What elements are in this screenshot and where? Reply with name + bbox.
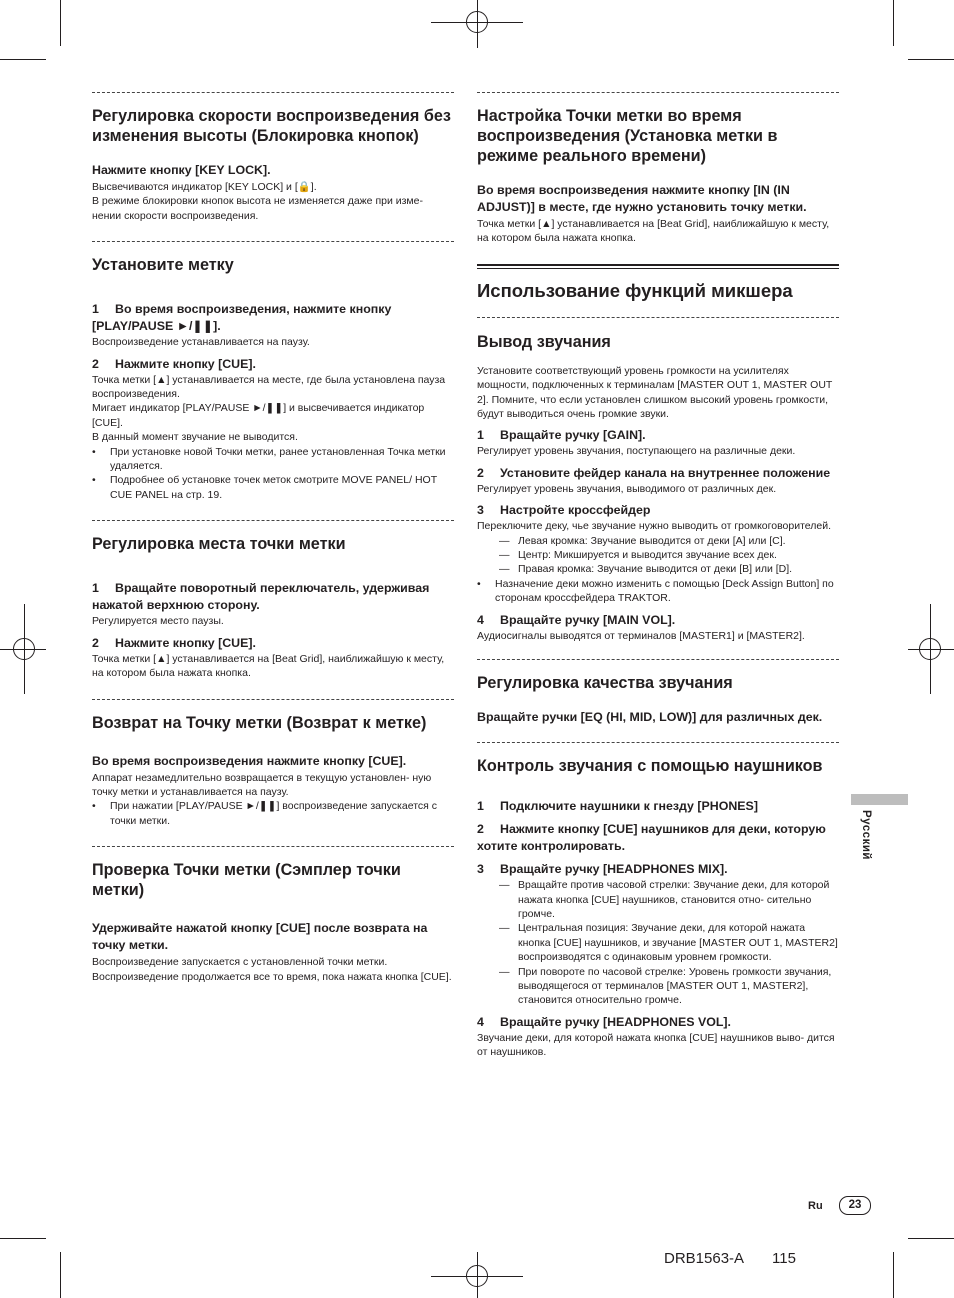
step-heading: 1 Вращайте поворотный переключатель, удерживая нажатой верхнюю сторону. — [92, 581, 430, 613]
dash-item: — Правая кромка: Звучание выводится от деки [B] или [D]. — [499, 563, 793, 576]
step-heading: 1 Вращайте ручку [GAIN]. — [477, 428, 646, 443]
body-text: Установите соответствующий уровень громкости на усилителях мощности, подключенных к терминалам [MASTER OUT 1, MASTER OUT 2]. Помните, что если установлен слишком высокий уровень громкости, будут выводиться очень громкие звуки. — [477, 364, 833, 421]
step-heading: 3 Настройте кроссфейдер — [477, 503, 651, 518]
chapter-rule — [477, 264, 839, 269]
crop-mark — [60, 0, 61, 46]
section-adjust-cue — [92, 534, 454, 680]
body-text: Регулирует уровень звучания, выводимого от различных дек. — [477, 482, 777, 495]
instruction-lead: Нажмите кнопку [KEY LOCK]. — [92, 163, 271, 177]
document-page: 115 — [772, 1250, 796, 1267]
step-heading: 2 Нажмите кнопку [CUE] наушников для деки, которую хотите контролировать. — [477, 822, 826, 854]
body-text: В режиме блокировки кнопок высота не изменяется даже при изме- нении скорости воспроизведения. — [92, 195, 423, 222]
instruction-lead: Вращайте ручки [EQ (HI, MID, LOW)] для различных дек. — [477, 710, 823, 725]
section-sound-quality — [477, 673, 839, 726]
crop-mark — [0, 1238, 46, 1239]
section-title: Контроль звучания с помощью наушников — [477, 757, 823, 776]
section-divider — [477, 92, 839, 93]
crop-mark — [893, 0, 894, 46]
section-key-lock — [92, 106, 454, 223]
language-tab-bar — [851, 794, 908, 805]
step-heading: 4 Вращайте ручку [MAIN VOL]. — [477, 612, 676, 627]
section-back-cue — [92, 713, 454, 829]
body-text: Регулирует уровень звучания, поступающего на различные деки. — [477, 445, 796, 458]
section-divider — [92, 92, 454, 93]
section-divider — [92, 846, 454, 847]
crop-mark — [0, 59, 46, 60]
right-column — [477, 92, 839, 1070]
crop-mark — [60, 1252, 61, 1298]
body-text: Точка метки [▲] устанавливается на месте, где была установлена пауза воспроизведения. — [92, 373, 446, 401]
document-id: DRB1563-A — [664, 1250, 745, 1267]
body-text: Аудиосигналы выводятся от терминалов [MASTER1] и [MASTER2]. — [477, 629, 805, 642]
section-set-cue — [92, 255, 454, 502]
dash-item: — Вращайте против часовой стрелки: Звучание деки, для которой нажата кнопка [CUE] наушников, становится отно- сительно громче. — [499, 879, 830, 920]
registration-mark-v — [930, 604, 931, 694]
language-tab-label: Русский — [860, 810, 872, 860]
bullet-item: • При нажатии [PLAY/PAUSE ►/❚❚] воспроизведение запускается с точки метки. — [92, 800, 437, 827]
bullet-item: • При установке новой Точки метки, ранее установленная Точка метки удаляется. — [92, 445, 446, 473]
step-heading: 2 Нажмите кнопку [CUE]. — [92, 356, 256, 371]
section-title: Установите метку — [92, 256, 234, 275]
registration-mark-v — [477, 1252, 478, 1298]
instruction-lead: Во время воспроизведения нажмите кнопку [IN (IN ADJUST)] в месте, где нужно установить точку метки. — [477, 183, 807, 214]
body-text: Звучание деки, для которой нажата кнопка [CUE] наушников выво- дится от наушников. — [477, 1031, 835, 1059]
language-code: Ru — [808, 1200, 823, 1212]
crop-mark — [908, 59, 954, 60]
page-number: 23 — [839, 1196, 871, 1215]
step-heading: 1 Во время воспроизведения, нажмите кнопку [PLAY/PAUSE ►/❚❚]. — [92, 302, 392, 334]
dash-item: — Центральная позиция: Звучание деки, для которой нажата кнопка [CUE] наушников, и звучание [MASTER OUT 1, MASTER2] воспроизводятся с одинаковым уровнем громкости. — [499, 922, 838, 964]
instruction-lead: Удерживайте нажатой кнопку [CUE] после возврата на точку метки. — [92, 921, 428, 953]
section-audio-output — [477, 332, 839, 643]
body-text: Точка метки [▲] устанавливается на [Beat Grid], наиближайшую к месту, на котором была нажата кнопка. — [477, 218, 830, 245]
section-headphones — [477, 756, 839, 1059]
step-heading: 2 Установите фейдер канала на внутреннее положение — [477, 465, 831, 480]
section-divider — [477, 317, 839, 318]
body-text: Воспроизведение продолжается все то время, пока нажата кнопка [CUE]. — [92, 970, 452, 983]
section-divider — [92, 520, 454, 521]
body-text: Регулируется место паузы. — [92, 615, 224, 628]
step-heading: 4 Вращайте ручку [HEADPHONES VOL]. — [477, 1014, 731, 1029]
crop-mark — [893, 1252, 894, 1298]
left-column — [92, 92, 454, 994]
section-title: Регулировка скорости воспроизведения без изменения высоты (Блокировка кнопок) — [92, 107, 451, 145]
section-title: Проверка Точки метки (Сэмплер точки метки) — [92, 861, 401, 900]
body-text: Воспроизведение устанавливается на паузу. — [92, 336, 310, 349]
dash-item: — При повороте по часовой стрелке: Уровень громкости звучания, выводящегося от терминалов [MASTER OUT 1, MASTER2], становится относительно громче. — [499, 965, 832, 1007]
step-heading: 3 Вращайте ручку [HEADPHONES MIX]. — [477, 862, 728, 877]
section-divider — [477, 659, 839, 660]
section-divider — [92, 699, 454, 700]
dash-item: — Центр: Микшируется и выводится звучание всех дек. — [499, 549, 777, 562]
step-heading: 2 Нажмите кнопку [CUE]. — [92, 635, 256, 650]
body-text: Воспроизведение запускается с установленной точки метки. — [92, 956, 388, 969]
chapter-title: Использование функций микшера — [477, 279, 793, 301]
instruction-lead: Во время воспроизведения нажмите кнопку [CUE]. — [92, 753, 407, 768]
body-text: В данный момент звучание не выводится. — [92, 431, 298, 444]
section-title: Настройка Точки метки во время воспроизведения (Установка метки в режиме реального времени) — [477, 107, 778, 165]
dash-item: — Левая кромка: Звучание выводится от деки [A] или [C]. — [499, 534, 786, 547]
body-text: Аппарат незамедлительно возвращается в текущую установлен- ную точку метки и устанавливается на паузу. — [92, 771, 432, 798]
section-title: Регулировка качества звучания — [477, 674, 733, 693]
body-text: Высвечиваются индикатор [KEY LOCK] и [🔒]. — [92, 181, 317, 193]
body-text: Переключите деку, чье звучание нужно выводить от громкоговорителей. — [477, 520, 832, 533]
body-text: Точка метки [▲] устанавливается на [Beat Grid], наиближайшую к месту, на котором была нажата кнопка. — [92, 652, 445, 680]
section-title: Вывод звучания — [477, 332, 611, 351]
step-heading: 1 Подключите наушники к гнезду [PHONES] — [477, 799, 758, 814]
section-real-time-cue — [477, 106, 839, 246]
registration-mark-v — [477, 0, 478, 48]
body-text: Мигает индикатор [PLAY/PAUSE ►/❚❚] и высвечивается индикатор [CUE]. — [92, 402, 425, 429]
registration-mark-v — [24, 604, 25, 694]
section-title: Возврат на Точку метки (Возврат к метке) — [92, 713, 427, 732]
bullet-item: • Назначение деки можно изменить с помощью [Deck Assign Button] по сторонам кроссфейдера TRAKTOR. — [477, 577, 834, 605]
crop-mark — [908, 1238, 954, 1239]
section-divider — [477, 742, 839, 743]
section-cue-sampler — [92, 860, 454, 984]
section-title: Регулировка места точки метки — [92, 535, 346, 554]
registration-mark-h — [908, 649, 954, 650]
section-divider — [92, 241, 454, 242]
registration-mark-h — [0, 649, 46, 650]
bullet-item: • Подробнее об установке точек меток смотрите MOVE PANEL/ HOT CUE PANEL на стр. 19. — [92, 474, 437, 501]
